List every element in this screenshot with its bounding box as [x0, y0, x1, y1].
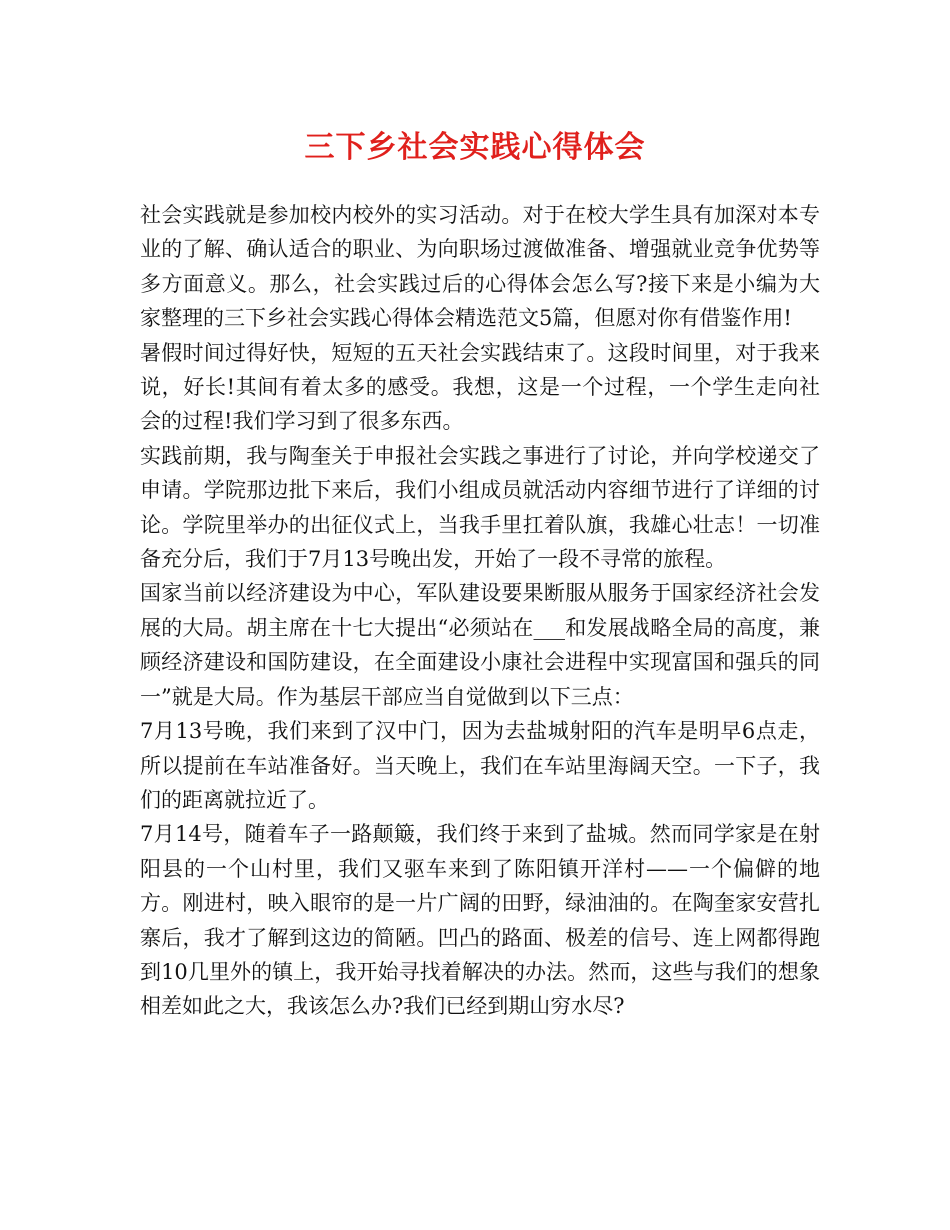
paragraph-preparation: 实践前期，我与陶奎关于申报社会实践之事进行了讨论，并向学校递交了申请。学院那边批下来后，我们小组成员就活动内容细节进行了详细的讨论。学院里举办的出征仪式上，当我手里扛着队旗，我雄心壮志！一切准备充分后，我们于7月13号晚出发，开始了一段不寻常的旅程。 — [140, 443, 820, 572]
paragraph-national-policy: 国家当前以经济建设为中心，军队建设要果断服从服务于国家经济社会发展的大局。胡主席在十七大提出“必须站在___和发展战略全局的高度，兼顾经济建设和国防建设，在全面建设小康社会进程中实现富国和强兵的同一”就是大局。作为基层干部应当自觉做到以下三点： — [140, 581, 820, 709]
document-title: 三下乡社会实践心得体会 — [304, 130, 646, 165]
paragraph-intro: 社会实践就是参加校内校外的实习活动。对于在校大学生具有加深对本专业的了解、确认适合的职业、为向职场过渡做准备、增强就业竞争优势等多方面意义。那么，社会实践过后的心得体会怎么写?接下来是小编为大家整理的三下乡社会实践心得体会精选范文5篇，但愿对你有借鉴作用! — [140, 203, 820, 331]
paragraph-july-14: 7月14号，随着车子一路颠簸，我们终于来到了盐城。然而同学家是在射阳县的一个山村里，我们又驱车来到了陈阳镇开洋村——一个偏僻的地方。刚进村，映入眼帘的是一片广阔的田野，绿油油的。在陶奎家安营扎寨后，我才了解到这边的简陋。凹凸的路面、极差的信号、连上网都得跑到10几里外的镇上，我开始寻找着解决的办法。然而，这些与我们的想象相差如此之大，我该怎么办?我们已经到期山穷水尽? — [140, 822, 820, 1019]
paragraph-summer: 暑假时间过得好快，短短的五天社会实践结束了。这段时间里，对于我来说，好长!其间有着太多的感受。我想，这是一个过程，一个学生走向社会的过程!我们学习到了很多东西。 — [140, 340, 820, 434]
document-body — [140, 198, 820, 1024]
paragraph-july-13: 7月13号晚，我们来到了汉中门，因为去盐城射阳的汽车是明早6点走，所以提前在车站准备好。当天晚上，我们在车站里海阔天空。一下子，我们的距离就拉近了。 — [140, 719, 820, 812]
